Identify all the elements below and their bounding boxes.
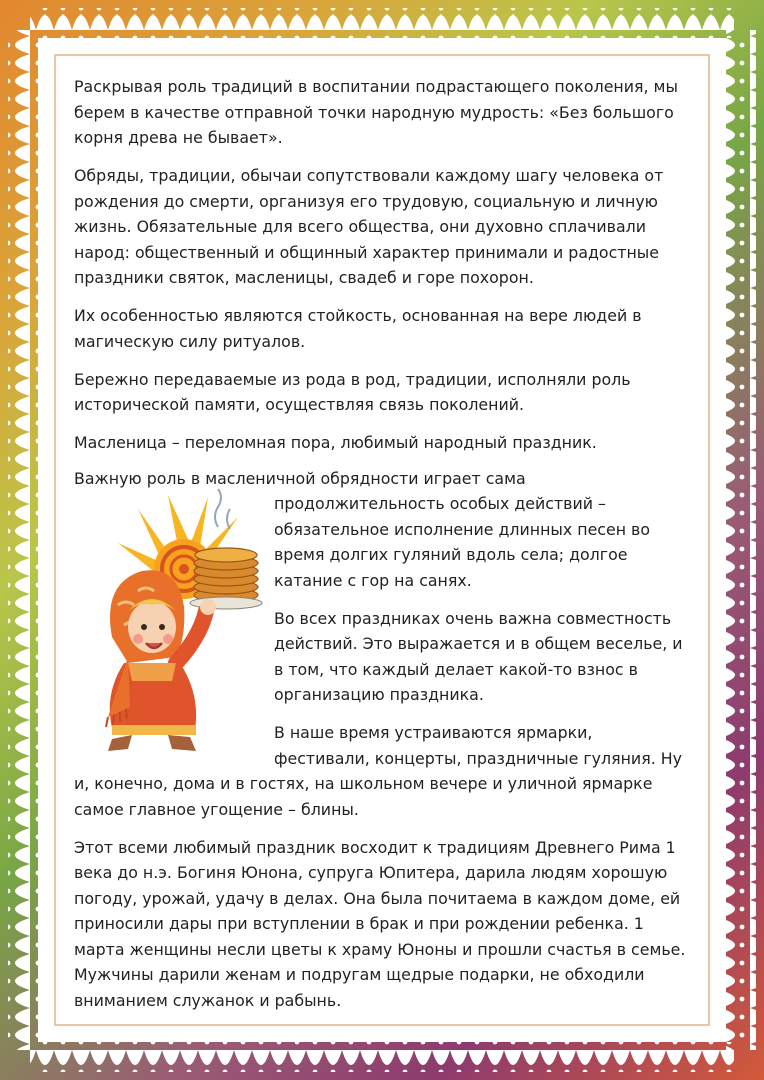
girl-with-pancakes-icon (68, 487, 264, 757)
paragraph-wrap-1: продолжительность особых действий – обязательное исполнение длинных песен во время долгих гуляний вдоль села; долгое катание с гор на санях. (274, 494, 651, 590)
paragraph-stability: Их особенностью являются стойкость, основанная на вере людей в магическую силу ритуалов. (74, 306, 642, 351)
paragraph-memory: Бережно передаваемые из рода в род, традиции, исполняли роль исторической памяти, осуществляя связь поколений. (74, 369, 631, 414)
document-body (74, 74, 690, 1026)
paragraph-rome: Этот всеми любимый праздник восходит к традициям Древнего Рима 1 века до н.э. Богиня Юнона, супруга Юпитера, дарила людям хорошую погоду, урожай, удачу в делах. Она была почитаема в каждом доме, ей приносили дары при вступлении в брак и при рождении ребенка. 1 марта женщины несли цветы к храму Юноны и прошли счастья в семье. Мужчины дарили женам и подругам щедрые подарки, не обходили вниманием служанок и рабынь. (74, 837, 686, 1010)
paragraph-maslenitsa: Масленица – переломная пора, любимый народный праздник. (74, 433, 597, 452)
paragraph-wrap-3: В наше время устраиваются ярмарки, фестивали, концерты, праздничные гуляния. Ну и, конечно, дома и в гостях, на школьном вечере и уличной ярмарке самое главное угощение – блины. (74, 723, 682, 819)
paragraph-wrap-2: Во всех праздниках очень важна совместность действий. Это выражается и в общем веселье, и в том, что каждый делает какой-то взнос в организацию праздника. (274, 608, 683, 704)
paragraph-intro: Раскрывая роль традиций в воспитании подрастающего поколения, мы берем в качестве отправной точки народную мудрость: «Без большого корня древа не бывает». (74, 77, 678, 147)
paragraph-rituals: Обряды, традиции, обычаи сопутствовали каждому шагу человека от рождения до смерти, организуя его трудовую, социальную и личную жизнь. Обязательные для всего общества, они духовно сплачивали народ: общественный и общинный характер принимали и радостные праздники святок, масленицы, свадеб и горе похорон. (74, 166, 664, 287)
paragraph-wrap-intro: Важную роль в масленичной обрядности играет сама (74, 468, 526, 488)
